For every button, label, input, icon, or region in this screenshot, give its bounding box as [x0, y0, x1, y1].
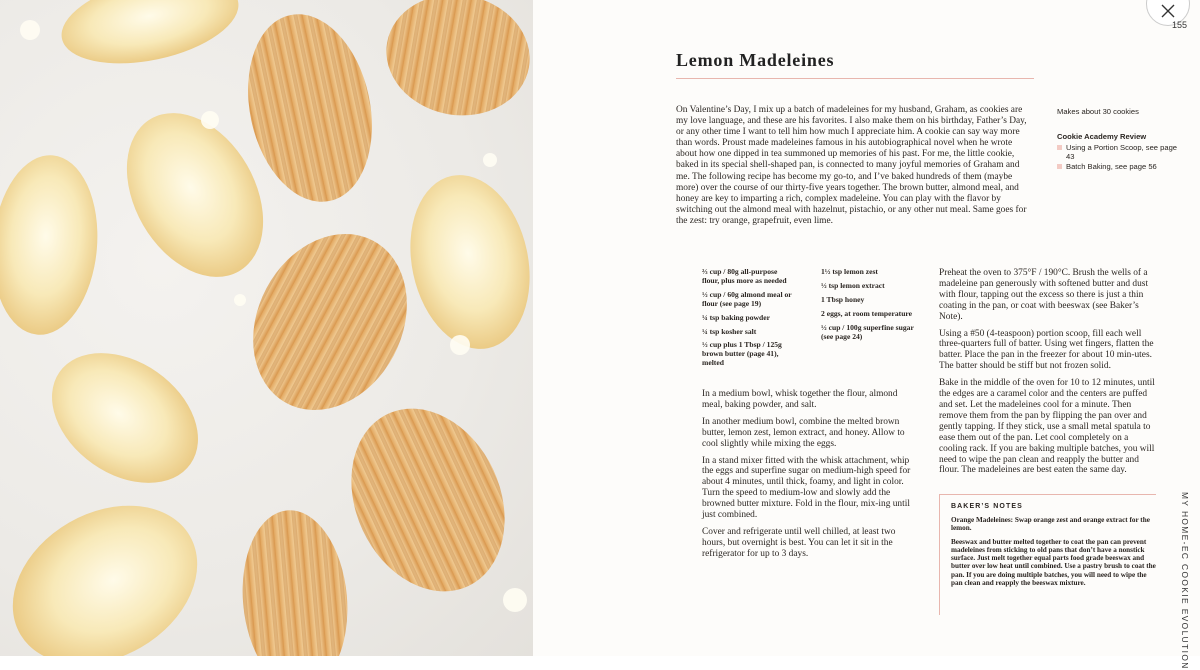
- ingredient-item: ¼ tsp kosher salt: [702, 326, 757, 336]
- ingredient-item: ½ cup / 60g almond meal or flour (see page 19): [702, 289, 792, 308]
- running-head: [1177, 492, 1191, 670]
- madeleine-cookie: [54, 0, 247, 78]
- madeleine-cookie: [395, 164, 533, 360]
- bakers-notes: [939, 494, 1156, 615]
- ingredient-item: ¼ tsp baking powder: [702, 312, 770, 322]
- bakers-note: Orange Madeleines: Swap orange zest and orange extract for the lemon.: [951, 516, 1150, 533]
- madeleine-cookie: [0, 474, 226, 656]
- method-step: Bake in the middle of the oven for 10 to 12 minutes, until the edges are a caramel color and the centers are puffed and set. Let the madeleines cool for a minute. Then remove them from the pan by flipping the pan over and gently tapping. If they stick, use a small metal spatula to ease them out of the pan. Let cool completely on a cooling rack. If you are baking multiple batches, you will need to wipe the pan clean and reapply the butter and flour. The madeleines are best eaten the same day.: [939, 378, 1155, 476]
- square-bullet-icon: [1057, 164, 1062, 169]
- review-item: Batch Baking, see page 56: [1057, 162, 1182, 171]
- bakers-note: Beeswax and butter melted together to coat the pan can prevent madeleines from sticking to old pans that don’t have a nonstick surface. Just melt together equal parts food grade beeswax and butter over low heat until combined. Use a pastry brush to coat the pan. If you are doing multiple batches, you will need to wipe the pan clean and reapply the beeswax mixture.: [951, 537, 1156, 588]
- method-step: Cover and refrigerate until well chilled, at least two hours, but overnight is best. You can let it sit in the refrigerator for up to 3 days.: [702, 526, 896, 559]
- ingredient-item: ⅔ cup / 80g all-purpose flour, plus more as needed: [702, 267, 787, 285]
- madeleine-cookie-shell: [323, 383, 533, 616]
- ingredient-item: 1½ tsp lemon zest: [821, 267, 878, 276]
- madeleine-cookie: [0, 151, 105, 339]
- close-icon: [1161, 4, 1175, 18]
- madeleine-cookie-shell: [377, 0, 533, 127]
- ingredient-item: ½ tsp lemon extract: [821, 280, 885, 290]
- madeleine-cookie-shell: [235, 506, 354, 656]
- ingredient-item: 1 Tbsp honey: [821, 294, 865, 304]
- madeleines-photo: [0, 0, 533, 656]
- madeleine-cookie-shell: [232, 3, 389, 214]
- method-steps-left: [702, 389, 917, 566]
- recipe-yield: Makes about 30 cookies: [1057, 107, 1139, 116]
- title-divider: [676, 78, 1034, 79]
- method-step: In a medium bowl, whisk together the flour, almond meal, baking powder, and salt.: [702, 389, 898, 410]
- method-step: Preheat the oven to 375°F / 190°C. Brush the wells of a madeleine pan generously with softened butter and dust with flour, tapping out the excess so there is just a thin coating in the pan, or coat with beeswax (see Baker’s Note).: [939, 268, 1149, 322]
- square-bullet-icon: [1057, 145, 1062, 150]
- madeleine-cookie: [27, 326, 222, 510]
- method-steps-right: [939, 268, 1156, 482]
- running-head-text: MY HOME-EC COOKIE EVOLUTION: [1180, 492, 1190, 670]
- ingredients-column-1: [702, 268, 796, 373]
- ingredients-column-2: [821, 268, 919, 346]
- madeleines-illustration: [0, 0, 533, 656]
- ingredient-item: ½ cup / 100g superfine sugar (see page 24): [821, 322, 914, 341]
- method-step: In another medium bowl, combine the melted brown butter, lemon zest, lemon extract, and honey. Allow to cool slightly while mixing the eggs.: [702, 416, 905, 449]
- page-number: 155: [1172, 20, 1188, 30]
- ingredient-item: ½ cup plus 1 Tbsp / 125g brown butter (page 41), melted: [702, 340, 782, 368]
- ingredient-item: 2 eggs, at room temperature: [821, 308, 913, 318]
- recipe-title: Lemon Madeleines: [676, 50, 835, 70]
- method-step: Using a #50 (4-teaspoon) portion scoop, fill each well three-quarters full of batter. Using wet fingers, flatten the batter. Place the pan in the freezer for about 10 min-utes. The batter should be stiff but not frozen solid.: [939, 328, 1154, 372]
- review-item: Using a Portion Scoop, see page 43: [1057, 143, 1182, 162]
- method-step: In a stand mixer fitted with the whisk attachment, whip the eggs and superfine sugar on medium-high speed for about 4 minutes, until thick, foamy, and light in color. Turn the speed to medium-low and slowly add the browned butter mixture. Fold in the flour, mix-ing until just combined.: [702, 455, 911, 521]
- recipe-sidebar: [1057, 107, 1182, 171]
- bakers-notes-title: BAKER’S NOTES: [951, 503, 1023, 510]
- review-title: Cookie Academy Review: [1057, 132, 1147, 141]
- recipe-intro: On Valentine’s Day, I mix up a batch of madeleines for my husband, Graham, as cookies are my love language, and these are his favorites. I also make them on his birthday, Father’s Day, or any other time I want to tell him how much I appreciate him. A cookie can say way more than words. Proust made madeleines famous in his autobiographical novel when he wrote about how one dipped in tea summoned up memories of his past. For me, the little cookie, baked in its special shell-shaped pan, is connected to many joyful memories of Graham and me. The following recipe has become my go-to, and I’ve baked hundreds of them (maybe more) over the course of our thirty-five years together. The brown butter, almond meal, and honey are key to imparting a rich, complex madeleine. You can play with the flavor by switching out the almond meal with hazelnut, pistachio, or any other nut meal. Same goes for the zest: try orange, grapefruit, even lime.: [676, 105, 1027, 226]
